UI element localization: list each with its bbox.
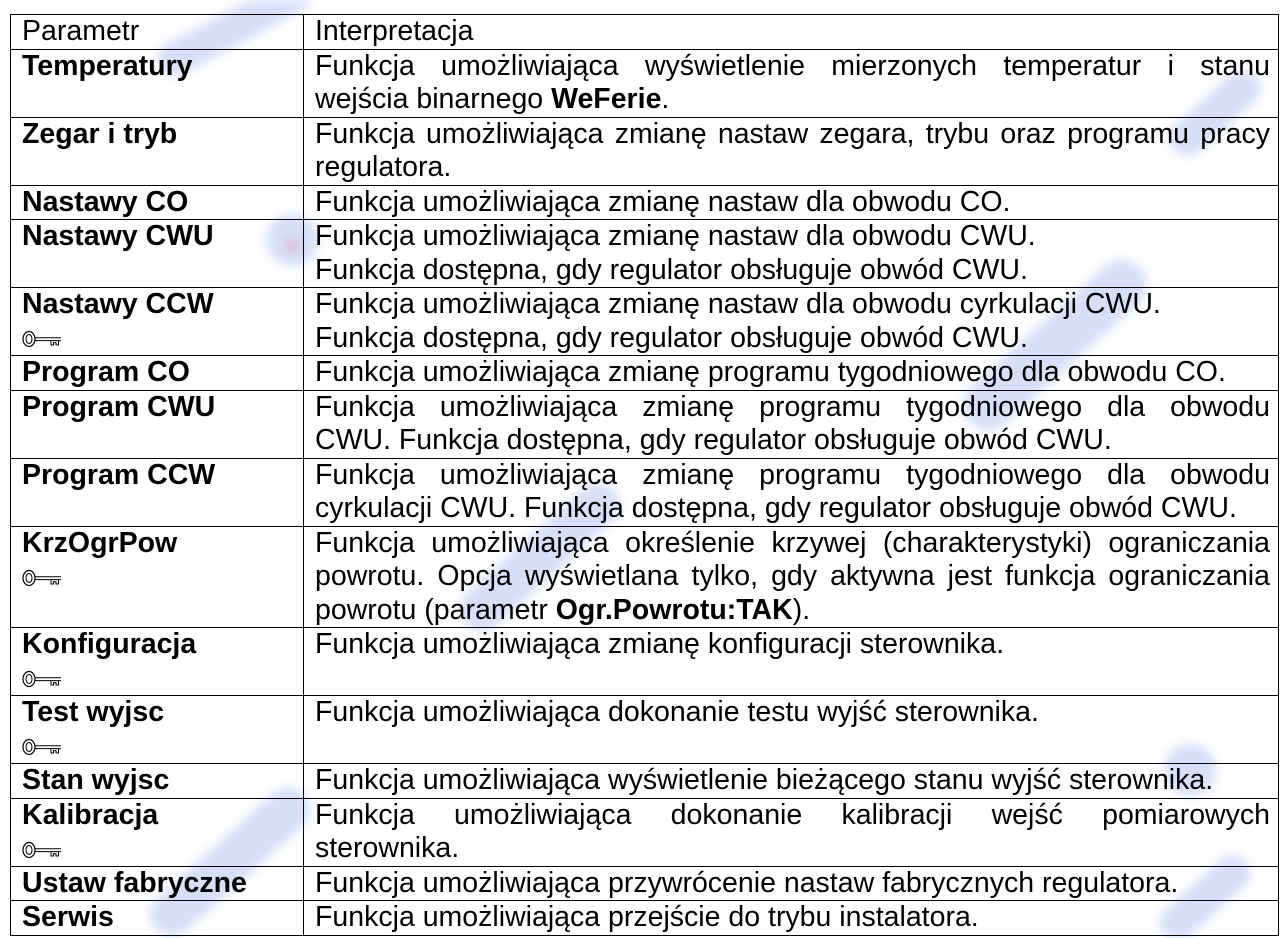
param-cell (11, 798, 304, 866)
description-text: Funkcja umożliwiająca dokonanie testu wyjść sterownika. (315, 696, 1039, 728)
description-text: cyrkulacji CWU. Funkcja dostępna, gdy regulator obsługuje obwód CWU. (315, 492, 1237, 524)
param-name: Temperatury (22, 49, 193, 82)
key-icon (22, 832, 295, 866)
table-row (11, 866, 1279, 901)
param-name: Program CWU (22, 390, 216, 423)
description-text: Funkcja umożliwiająca zmianę programu tygodniowego dla obwodu (315, 390, 1270, 423)
description-line (315, 901, 1270, 935)
param-cell (11, 764, 304, 799)
description-cell (304, 356, 1279, 391)
table-row (11, 117, 1279, 185)
parameter-table (10, 14, 1279, 936)
description-cell (304, 288, 1279, 356)
param-name: Stan wyjsc (22, 764, 170, 796)
description-cell (304, 49, 1279, 117)
description-cell (304, 764, 1279, 799)
description-line (315, 764, 1270, 798)
table-row (11, 220, 1279, 288)
param-name: Nastawy CWU (22, 220, 214, 252)
description-paragraph (315, 764, 1270, 798)
param-cell (11, 117, 304, 185)
description-cell (304, 117, 1279, 185)
description-paragraph (315, 901, 1270, 935)
key-icon-graphic (22, 738, 62, 756)
description-text: powrotu (parametr (315, 593, 556, 626)
header-cell-interp (304, 15, 1279, 50)
description-line (315, 594, 1270, 628)
description-line (315, 83, 1270, 117)
description-paragraph (315, 696, 1270, 730)
description-line (315, 50, 1270, 84)
description-text: Funkcja umożliwiająca zmianę nastaw dla obwodu CWU. (315, 220, 1036, 252)
description-text: Funkcja umożliwiająca dokonanie kalibracji wejść pomiarowych (315, 798, 1270, 831)
description-paragraph (315, 391, 1270, 458)
parameter-reference: Ogr.Powrotu:TAK (555, 593, 793, 626)
table-row (11, 185, 1279, 220)
table-row (11, 901, 1279, 936)
key-icon-graphic (22, 670, 62, 688)
table-row (11, 696, 1279, 764)
param-cell (11, 185, 304, 220)
param-name: Program CCW (22, 458, 216, 491)
description-line (315, 799, 1270, 833)
description-text: Funkcja umożliwiająca zmianę programu tygodniowego dla obwodu (315, 458, 1270, 491)
description-line (315, 867, 1270, 901)
description-cell (304, 526, 1279, 628)
description-text: Funkcja umożliwiająca zmianę nastaw dla obwodu CO. (315, 185, 1011, 218)
description-line (315, 254, 1270, 288)
description-line (315, 151, 1270, 185)
description-line (315, 527, 1270, 561)
table-row (11, 798, 1279, 866)
description-text: Funkcja dostępna, gdy regulator obsługuje obwód CWU. (315, 321, 1028, 354)
parameter-reference: WeFerie (551, 83, 662, 115)
description-cell (304, 696, 1279, 764)
table-row (11, 288, 1279, 356)
param-cell (11, 628, 304, 696)
description-cell (304, 798, 1279, 866)
key-icon (22, 322, 295, 356)
column-header-interpretation: Interpretacja (315, 15, 474, 47)
key-icon (22, 662, 295, 696)
description-cell (304, 628, 1279, 696)
description-cell (304, 220, 1279, 288)
description-line (315, 322, 1270, 356)
description-paragraph (315, 799, 1270, 866)
param-cell (11, 901, 304, 936)
description-cell (304, 901, 1279, 936)
param-name: Nastawy CO (22, 185, 189, 218)
table-row (11, 764, 1279, 799)
header-cell-param (11, 15, 304, 50)
description-paragraph (315, 356, 1270, 390)
param-cell (11, 356, 304, 391)
description-text: Funkcja umożliwiająca przejście do trybu instalatora. (315, 901, 979, 933)
description-line (315, 696, 1270, 730)
description-text: powrotu. Opcja wyświetlana tylko, gdy aktywna jest funkcja ograniczania (315, 560, 1270, 592)
description-text: wejścia binarnego (315, 83, 552, 115)
table-header-row (11, 15, 1279, 50)
param-name: Konfiguracja (22, 628, 197, 660)
param-name: Kalibracja (22, 798, 159, 831)
description-line (315, 288, 1270, 322)
param-cell (11, 458, 304, 526)
description-cell (304, 390, 1279, 458)
key-icon (22, 560, 295, 594)
description-cell (304, 458, 1279, 526)
param-name: Ustaw fabryczne (22, 866, 247, 899)
description-text: Funkcja umożliwiająca wyświetlenie bieżącego stanu wyjść sterownika. (315, 764, 1214, 796)
description-paragraph (315, 459, 1270, 526)
description-paragraph (315, 254, 1270, 288)
description-line (315, 424, 1270, 458)
description-paragraph (315, 322, 1270, 356)
description-text: sterownika. (315, 832, 460, 864)
description-paragraph (315, 186, 1270, 220)
table-row (11, 49, 1279, 117)
description-cell (304, 866, 1279, 901)
key-icon (22, 730, 295, 764)
description-line (315, 492, 1270, 526)
description-line (315, 186, 1270, 220)
param-name: KrzOgrPow (22, 526, 178, 559)
description-text: Funkcja umożliwiająca przywrócenie nastaw fabrycznych regulatora. (315, 866, 1179, 899)
column-header-param: Parametr (22, 15, 140, 47)
param-name: Zegar i tryb (22, 117, 178, 150)
param-cell (11, 390, 304, 458)
description-line (315, 832, 1270, 866)
description-line (315, 118, 1270, 152)
description-text: CWU. Funkcja dostępna, gdy regulator obsługuje obwód CWU. (315, 424, 1112, 456)
param-name: Test wyjsc (22, 696, 165, 728)
description-text: Funkcja dostępna, gdy regulator obsługuje obwód CWU. (315, 253, 1028, 286)
table-row (11, 628, 1279, 696)
param-cell (11, 526, 304, 628)
description-line (315, 560, 1270, 594)
description-paragraph (315, 628, 1270, 662)
description-line (315, 628, 1270, 662)
description-text: Funkcja umożliwiająca zmianę konfiguracji sterownika. (315, 628, 1005, 660)
param-name: Nastawy CCW (22, 288, 214, 320)
description-line (315, 356, 1270, 390)
param-cell (11, 866, 304, 901)
key-icon-graphic (22, 569, 62, 587)
param-name: Program CO (22, 356, 190, 388)
description-line (315, 459, 1270, 493)
description-text: regulatora. (315, 151, 452, 183)
description-paragraph (315, 220, 1270, 254)
description-line (315, 220, 1270, 254)
table-row (11, 458, 1279, 526)
param-cell (11, 49, 304, 117)
description-cell (304, 185, 1279, 220)
param-cell (11, 696, 304, 764)
key-icon-graphic (22, 841, 62, 859)
description-text: Funkcja umożliwiająca określenie krzywej (charakterystyki) ograniczania (315, 526, 1270, 559)
description-text: Funkcja umożliwiająca zmianę programu tygodniowego dla obwodu CO. (315, 356, 1226, 388)
description-paragraph (315, 50, 1270, 117)
description-line (315, 391, 1270, 425)
table-row (11, 390, 1279, 458)
description-paragraph (315, 118, 1270, 185)
table-row (11, 356, 1279, 391)
description-text: Funkcja umożliwiająca zmianę nastaw dla obwodu cyrkulacji CWU. (315, 288, 1161, 320)
description-text: Funkcja umożliwiająca wyświetlenie mierzonych temperatur i stanu (315, 49, 1270, 82)
description-text: ). (792, 593, 811, 626)
description-text: Funkcja umożliwiająca zmianę nastaw zegara, trybu oraz programu pracy (315, 117, 1270, 150)
description-paragraph (315, 527, 1270, 628)
description-text: . (661, 83, 670, 115)
description-paragraph (315, 288, 1270, 322)
param-cell (11, 288, 304, 356)
param-cell (11, 220, 304, 288)
table-row (11, 526, 1279, 628)
description-paragraph (315, 867, 1270, 901)
param-name: Serwis (22, 901, 114, 933)
key-icon-graphic (22, 330, 62, 348)
